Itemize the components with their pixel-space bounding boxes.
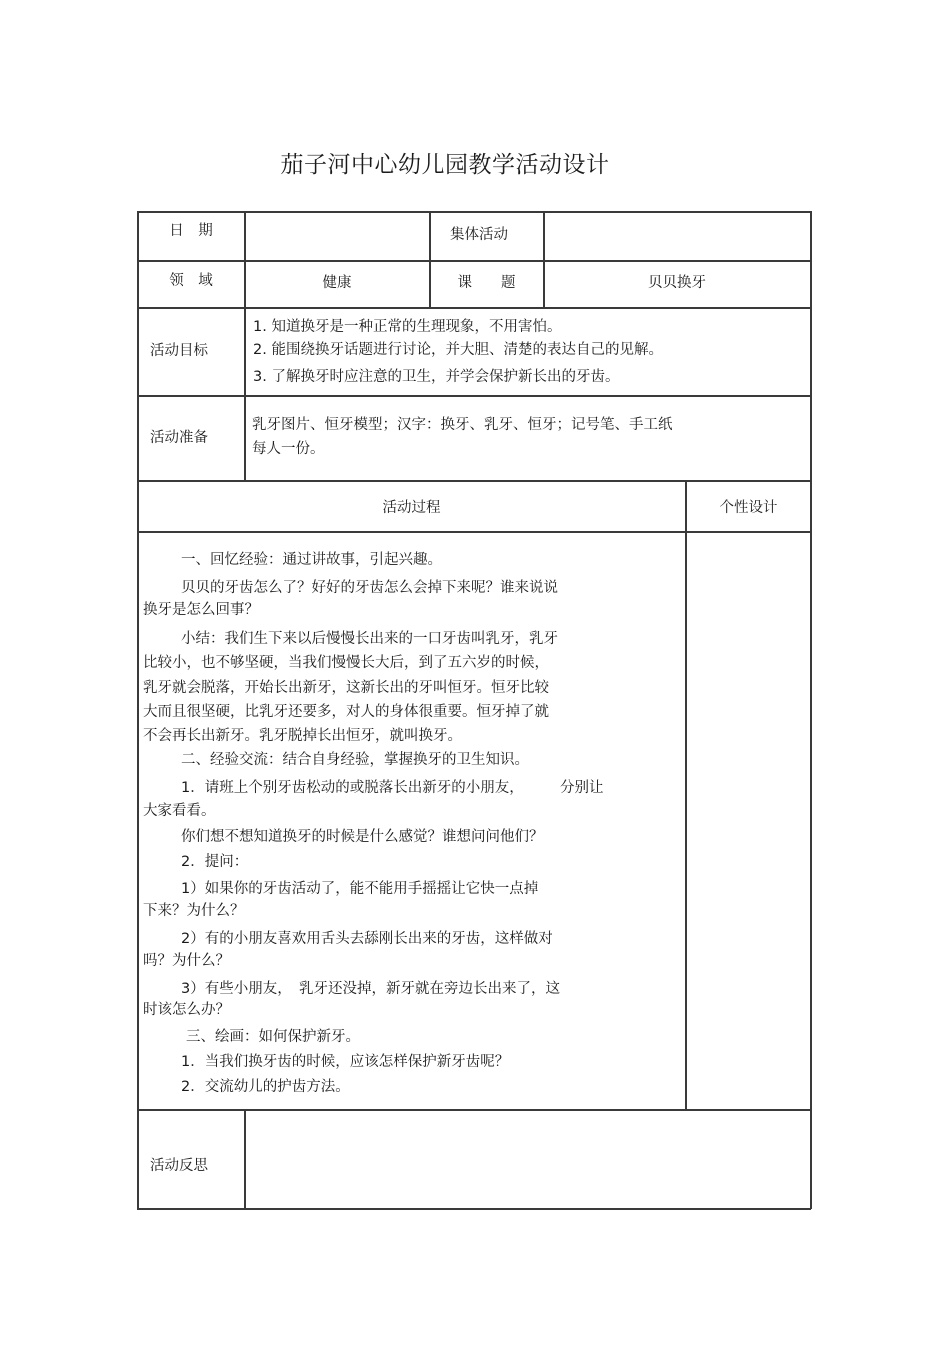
prep-line: 乳牙图片、恒牙模型；汉字：换牙、乳牙、恒牙；记号笔、手工纸	[252, 417, 673, 433]
process-header: 活动过程	[382, 500, 441, 516]
process-line: 吗？为什么？	[143, 953, 230, 969]
table-border	[137, 307, 811, 309]
goal-item: 2. 能围绕换牙话题进行讨论，并大胆、清楚的表达自己的见解。	[253, 342, 663, 358]
topic-value: 贝贝换牙	[648, 275, 706, 291]
domain-label: 领 域	[169, 273, 213, 289]
process-line: 贝贝的牙齿怎么了？好好的牙齿怎么会掉下来呢？谁来说说	[181, 580, 558, 596]
table-border	[429, 211, 431, 308]
process-line: 一、回忆经验：通过讲故事，引起兴趣。	[181, 552, 442, 568]
activity-type-label: 集体活动	[450, 227, 508, 243]
process-line: 1．当我们换牙齿的时候，应该怎样保护新牙齿呢？	[181, 1054, 510, 1070]
table-border	[137, 480, 811, 482]
process-line: 1．请班上个别牙齿松动的或脱落长出新牙的小朋友， 分别让	[181, 780, 604, 796]
table-border	[137, 531, 811, 533]
reflection-label: 活动反思	[150, 1158, 208, 1174]
domain-value: 健康	[322, 275, 352, 291]
table-border	[685, 480, 687, 1110]
process-line: 二、经验交流：结合自身经验，掌握换牙的卫生知识。	[181, 752, 529, 768]
process-line: 3）有些小朋友， 乳牙还没掉，新牙就在旁边长出来了，这	[181, 981, 560, 997]
process-line: 大家看看。	[143, 803, 216, 819]
process-line: 你们想不想知道换牙的时候是什么感觉？谁想问问他们？	[181, 829, 544, 845]
table-border	[244, 211, 246, 481]
process-line: 2．提问：	[181, 854, 249, 870]
table-border	[137, 211, 811, 213]
goal-item: 1. 知道换牙是一种正常的生理现象，不用害怕。	[253, 319, 562, 335]
process-line: 2．交流幼儿的护齿方法。	[181, 1079, 350, 1095]
page-title: 茄子河中心幼儿园教学活动设计	[280, 152, 610, 178]
process-line: 大而且很坚硬，比乳牙还要多，对人的身体很重要。恒牙掉了就	[143, 704, 549, 720]
table-border	[244, 1109, 246, 1209]
process-line: 乳牙就会脱落，开始长出新牙，这新长出的牙叫恒牙。恒牙比较	[143, 680, 549, 696]
process-line: 比较小，也不够坚硬，当我们慢慢长大后，到了五六岁的时候，	[143, 655, 549, 671]
prep-line: 每人一份。	[252, 441, 325, 457]
table-border	[137, 1208, 811, 1210]
process-line: 换牙是怎么回事？	[143, 602, 259, 618]
personal-header: 个性设计	[719, 500, 778, 516]
process-line: 小结：我们生下来以后慢慢长出来的一口牙齿叫乳牙，乳牙	[181, 631, 558, 647]
goals-label: 活动目标	[150, 343, 208, 359]
table-border	[810, 211, 812, 1209]
process-line: 时该怎么办？	[143, 1002, 230, 1018]
prep-label: 活动准备	[150, 430, 208, 446]
table-border	[137, 211, 139, 1209]
process-line: 2）有的小朋友喜欢用舌头去舔刚长出来的牙齿，这样做对	[181, 931, 553, 947]
process-line: 三、绘画：如何保护新牙。	[186, 1029, 360, 1045]
table-border	[137, 260, 811, 262]
table-border	[137, 395, 811, 397]
process-line: 1）如果你的牙齿活动了，能不能用手摇摇让它快一点掉	[181, 881, 539, 897]
date-label: 日 期	[169, 223, 213, 239]
process-line: 下来？为什么？	[143, 903, 245, 919]
process-line: 不会再长出新牙。乳牙脱掉长出恒牙，就叫换牙。	[143, 728, 462, 744]
goal-item: 3. 了解换牙时应注意的卫生，并学会保护新长出的牙齿。	[253, 369, 620, 385]
table-border	[137, 1109, 811, 1111]
topic-label: 课 题	[457, 275, 516, 291]
table-border	[543, 211, 545, 308]
